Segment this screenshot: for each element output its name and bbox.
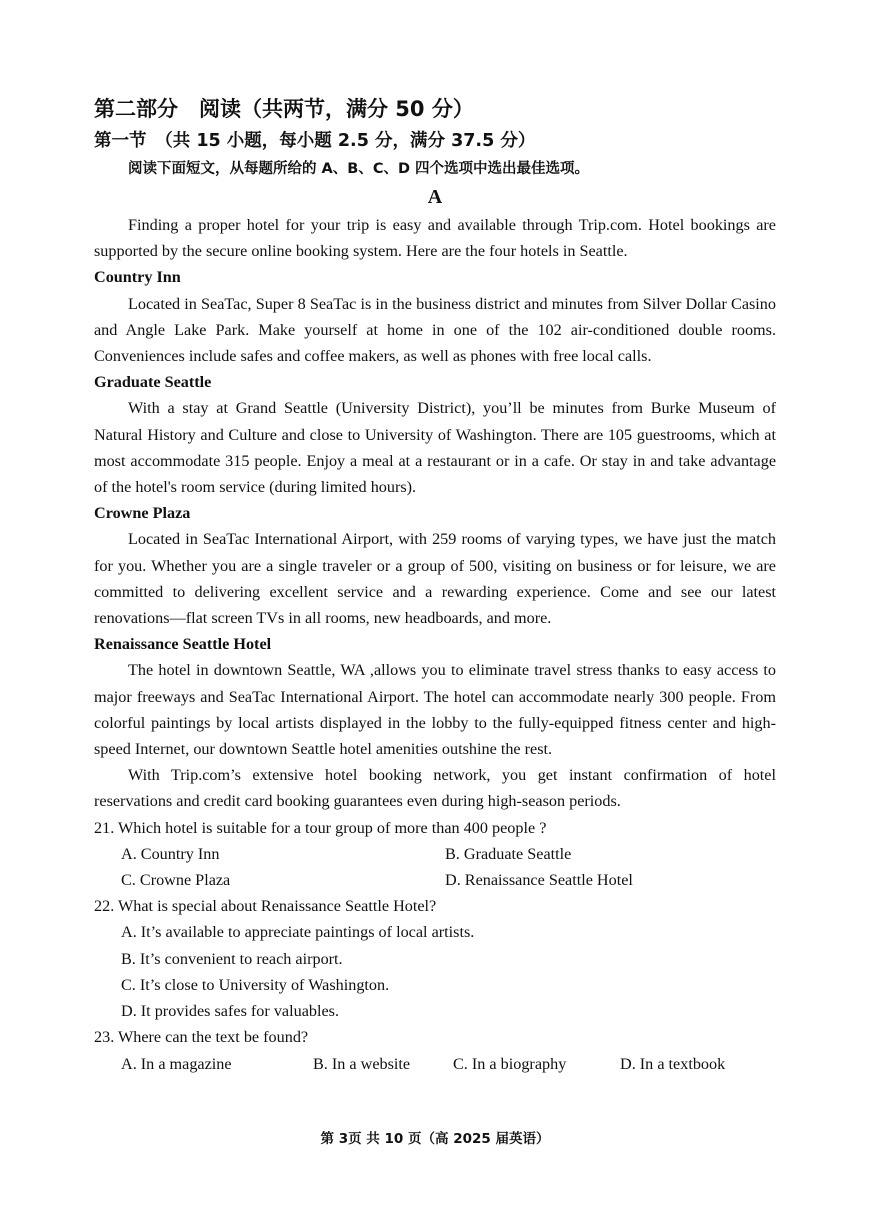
hotel-name: Country Inn [94,268,181,287]
option: D. It provides safes for valuables. [121,1002,340,1021]
option: D. In a textbook [620,1054,726,1073]
option: D. Renaissance Seattle Hotel [445,871,633,890]
question-stem: 23. Where can the text be found? [94,1028,309,1047]
option: C. In a biography [453,1054,567,1073]
option: C. Crowne Plaza [121,871,231,890]
hotel-name: Crowne Plaza [94,504,191,523]
option: B. In a website [313,1054,411,1073]
question-options [94,841,776,893]
hotel-description: With a stay at Grand Seattle (University District), you’ll be minutes from Burke Museum of Natural History and Culture and close to University of Washington. There are 105 guestrooms, which at most accommodate 315 people. Enjoy a meal at a restaurant or in a cafe. Or stay in and take advantage of the hotel's room service (during limited hours). [94,399,776,497]
hotel-name: Renaissance Seattle Hotel [94,635,272,654]
passage-letter: A [427,186,443,208]
passage-intro: Finding a proper hotel for your trip is easy and available through Trip.com. Hotel bookings are supported by the secure online booking system. Here are the four hotels in Seattle. [94,216,776,261]
part-title: 第二部分 阅读（共两节，满分 50 分） [94,97,474,121]
option: A. In a magazine [121,1054,232,1073]
question-stem: 21. Which hotel is suitable for a tour group of more than 400 people ? [94,818,547,837]
hotel-description: Located in SeaTac, Super 8 SeaTac is in the business district and minutes from Silver Dollar Casino and Angle Lake Park. Make yourself at home in one of the 102 air-conditioned double rooms. Conveniences include safes and coffee makers, as well as phones with free local calls. [94,294,776,366]
option: A. Country Inn [121,844,220,863]
instruction: 阅读下面短文，从每题所给的 A、B、C、D 四个选项中选出最佳选项。 [128,161,590,177]
page-footer: 第 3页 共 10 页（高 2025 届英语） [320,1131,550,1147]
question-options [94,1051,776,1077]
hotel-description: The hotel in downtown Seattle, WA ,allows you to eliminate travel stress thanks to easy access to major freeways and SeaTac International Airport. The hotel can accommodate nearly 300 people. From colorful paintings by local artists displayed in the lobby to the fully-equipped fitness center and high-speed Internet, our downtown Seattle hotel amenities outshine the rest. [94,661,776,759]
exam-page [94,92,776,1077]
option: B. Graduate Seattle [445,844,572,863]
option: B. It’s convenient to reach airport. [121,949,343,968]
hotel-description: Located in SeaTac International Airport, with 259 rooms of varying types, we have just the match for you. Whether you are a single traveler or a group of 500, visiting on business or for leisure, we are committed to delivering excellent service and a rewarding experience. Come and see our latest renovations—flat screen TVs in all rooms, new headboards, and more. [94,530,776,628]
question-stem: 22. What is special about Renaissance Seattle Hotel? [94,897,437,916]
passage-closing: With Trip.com’s extensive hotel booking network, you get instant confirmation of hotel reservations and credit card booking guarantees even during high-season periods. [94,766,776,811]
question-options [94,919,776,1024]
option: C. It’s close to University of Washington. [121,975,390,994]
section-title: 第一节 （共 15 小题，每小题 2.5 分，满分 37.5 分） [94,131,536,151]
hotel-name: Graduate Seattle [94,373,212,392]
option: A. It’s available to appreciate paintings of local artists. [121,923,475,942]
